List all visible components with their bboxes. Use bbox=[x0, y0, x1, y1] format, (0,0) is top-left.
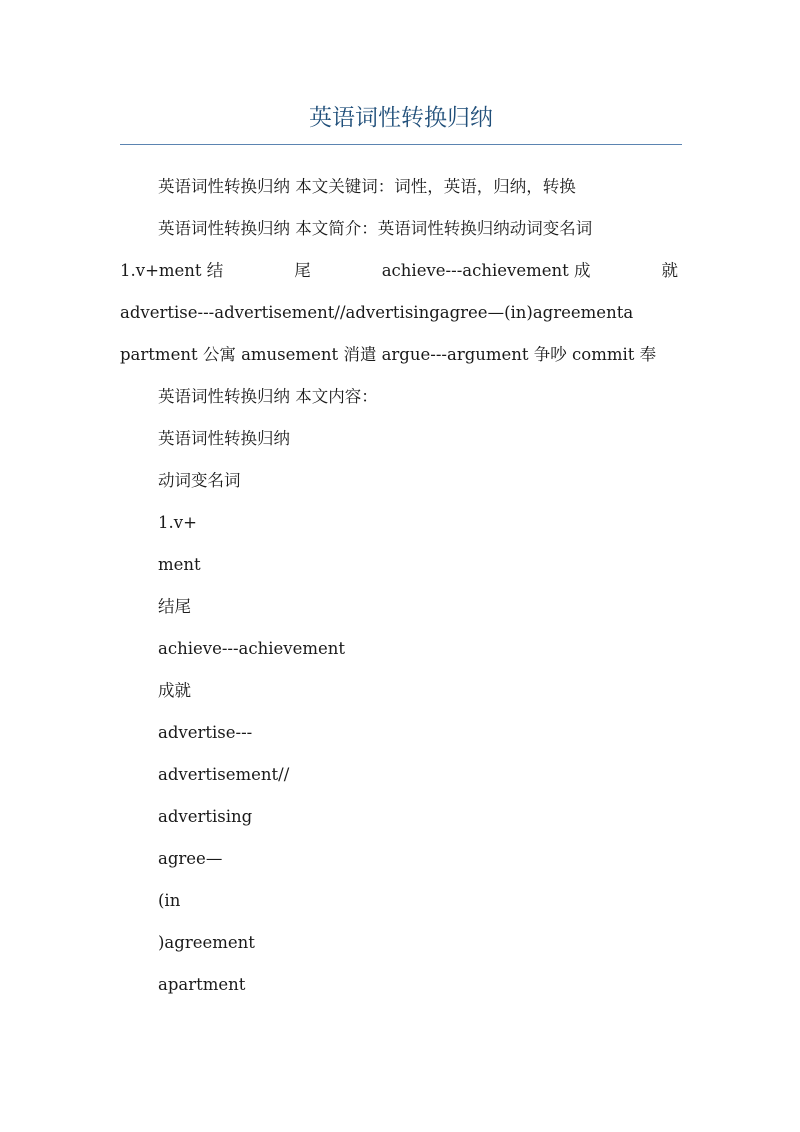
content-line: ment bbox=[158, 555, 201, 574]
content-line: (in bbox=[158, 891, 181, 910]
summary-part: achieve---achievement 成 bbox=[381, 261, 591, 280]
content-line: )agreement bbox=[158, 933, 255, 952]
document-title: 英语词性转换归纳 bbox=[309, 105, 493, 131]
summary-line: partment 公寓 amusement 消遣 argue---argument 争吵 commit 奉 bbox=[120, 345, 657, 364]
content-line: agree— bbox=[158, 849, 223, 868]
content-line: apartment bbox=[158, 975, 246, 994]
summary-line: advertise---advertisement//advertisingagree—(in)agreementa bbox=[120, 303, 634, 322]
summary-part: 1.v+ment 结 bbox=[120, 261, 224, 280]
content-line: 动词变名词 bbox=[158, 471, 241, 490]
content-line: advertising bbox=[158, 807, 253, 826]
content-line: 英语词性转换归纳 bbox=[158, 429, 290, 448]
keywords-line: 英语词性转换归纳 本文关键词：词性，英语，归纳，转换 bbox=[158, 177, 576, 196]
title-underline bbox=[120, 144, 682, 145]
summary-line-justified bbox=[120, 259, 678, 283]
summary-part: 就 bbox=[661, 261, 678, 280]
content-line: advertisement// bbox=[158, 765, 290, 784]
summary-part: 尾 bbox=[294, 261, 311, 280]
content-line: 结尾 bbox=[158, 597, 191, 616]
content-line: 成就 bbox=[158, 681, 191, 700]
content-line: 1.v+ bbox=[158, 513, 197, 532]
summary-line: 英语词性转换归纳 本文简介：英语词性转换归纳动词变名词 bbox=[158, 219, 593, 238]
content-intro: 英语词性转换归纳 本文内容： bbox=[158, 387, 378, 406]
content-line: advertise--- bbox=[158, 723, 253, 742]
content-line: achieve---achievement bbox=[158, 639, 346, 658]
